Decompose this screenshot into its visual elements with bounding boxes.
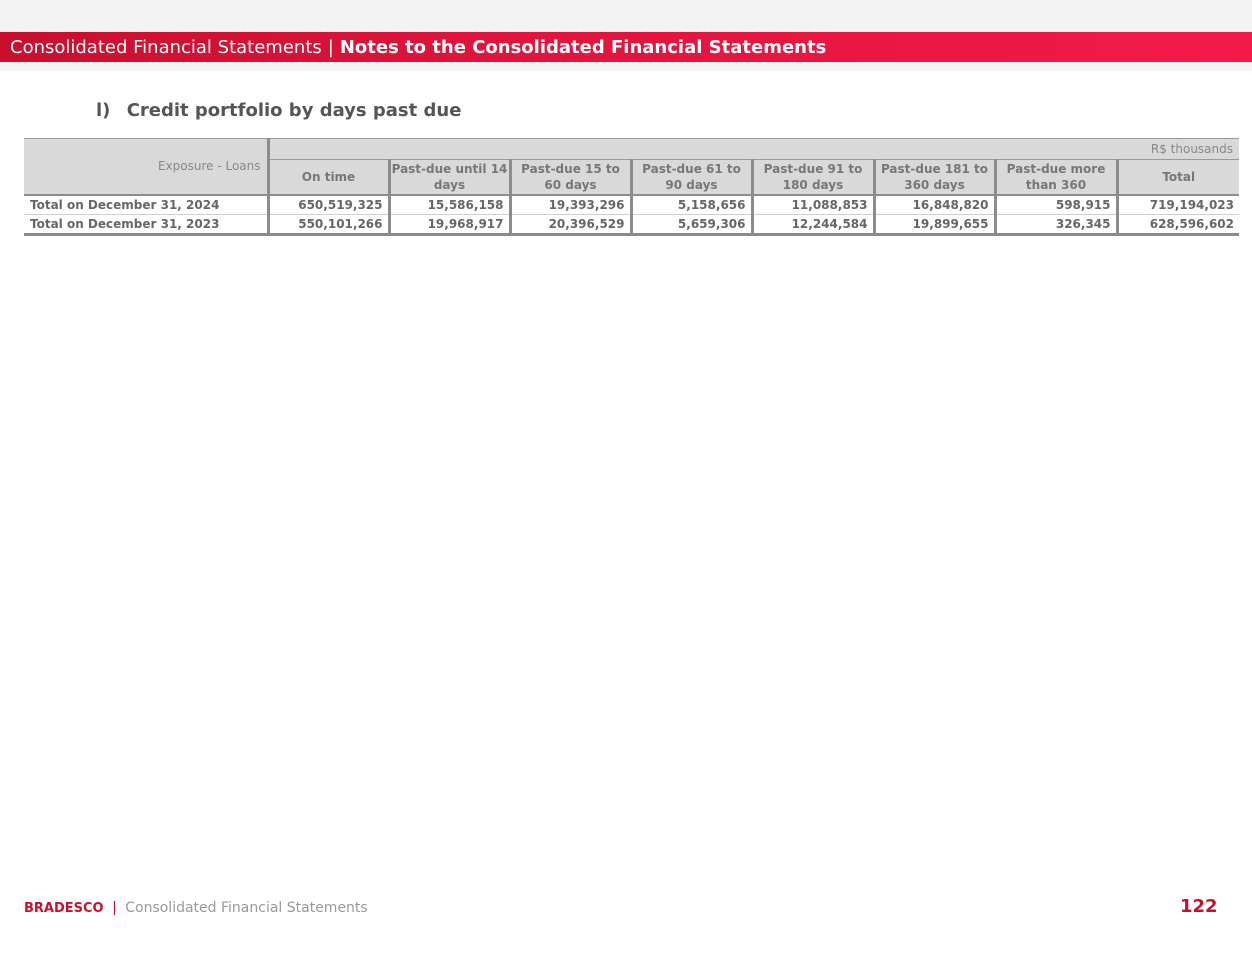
cell-value: 719,194,023 (1117, 195, 1239, 215)
column-header: Past-due 61 to 90 days (631, 160, 752, 195)
table-row (24, 215, 1239, 235)
cell-value: 598,915 (995, 195, 1117, 215)
column-header: Past-due 181 to 360 days (874, 160, 995, 195)
cell-value: 11,088,853 (752, 195, 874, 215)
credit-portfolio-table (24, 138, 1239, 236)
header-section: Consolidated Financial Statements (10, 36, 322, 58)
row-label: Total on December 31, 2023 (24, 215, 268, 235)
column-header: Past-due more than 360 (995, 160, 1117, 195)
cell-value: 5,659,306 (631, 215, 752, 235)
section-title-text: Credit portfolio by days past due (126, 100, 462, 121)
cell-value: 650,519,325 (268, 195, 389, 215)
row-label: Total on December 31, 2024 (24, 195, 268, 215)
cell-value: 19,968,917 (389, 215, 510, 235)
cell-value: 16,848,820 (874, 195, 995, 215)
section-number: l) (96, 100, 111, 121)
column-header: Past-due 15 to 60 days (510, 160, 631, 195)
cell-value: 628,596,602 (1117, 215, 1239, 235)
footer-brand: BRADESCO (24, 901, 104, 916)
footer (24, 900, 368, 916)
cell-value: 20,396,529 (510, 215, 631, 235)
section-title (96, 100, 461, 121)
column-header: On time (268, 160, 389, 195)
header-separator: | (327, 36, 334, 58)
row-header-exposure: Exposure - Loans (24, 139, 268, 195)
column-header: Total (1117, 160, 1239, 195)
cell-value: 550,101,266 (268, 215, 389, 235)
header-underline (0, 62, 1252, 71)
header-subsection: Notes to the Consolidated Financial Statements (339, 36, 827, 58)
column-header: Past-due 91 to 180 days (752, 160, 874, 195)
cell-value: 19,393,296 (510, 195, 631, 215)
page-number: 122 (1180, 896, 1218, 917)
cell-value: 12,244,584 (752, 215, 874, 235)
top-strip (0, 0, 1252, 32)
column-header: Past-due until 14 days (389, 160, 510, 195)
table-row (24, 195, 1239, 215)
unit-label: R$ thousands (268, 139, 1239, 160)
cell-value: 19,899,655 (874, 215, 995, 235)
page-header (0, 32, 1252, 62)
cell-value: 15,586,158 (389, 195, 510, 215)
footer-separator: | (112, 900, 117, 916)
cell-value: 326,345 (995, 215, 1117, 235)
cell-value: 5,158,656 (631, 195, 752, 215)
footer-text: Consolidated Financial Statements (125, 900, 368, 916)
